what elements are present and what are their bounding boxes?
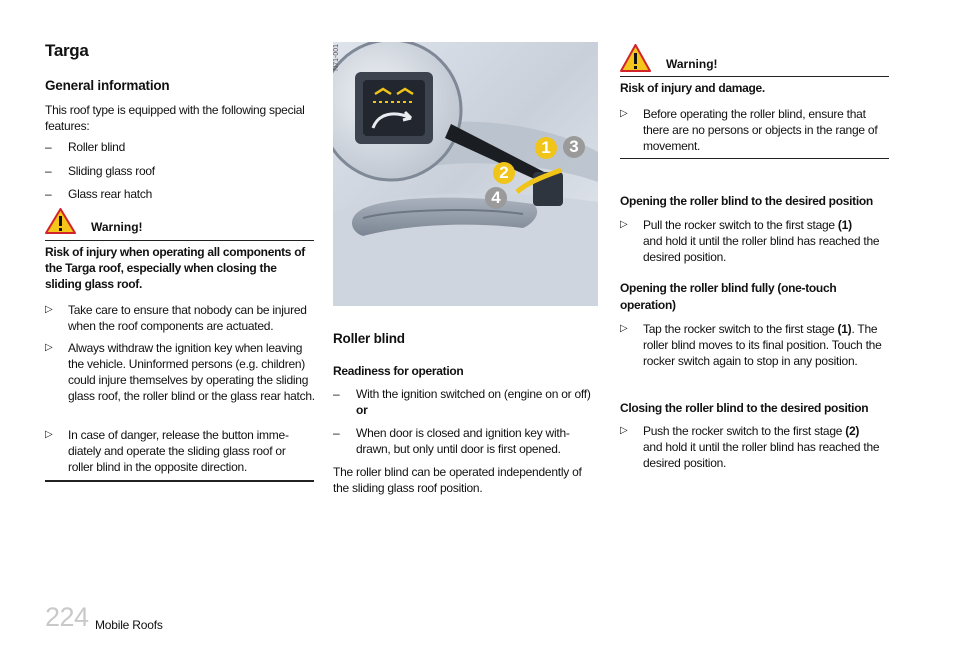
dash-bullet: – [333, 426, 340, 440]
warning-end-divider [45, 480, 314, 482]
warning-item-text: Before operating the roller blind, ensure that there are no persons or objects in the range of movement. [643, 107, 878, 153]
warning-heading: Risk of injury and damage. [620, 81, 765, 95]
roller-blind-note: The roller blind can be operated independently of the sliding glass roof position. [333, 465, 582, 495]
triangle-bullet-icon: ▷ [620, 425, 628, 436]
list-item [620, 321, 889, 369]
dash-bullet: – [333, 387, 340, 401]
step-text: Push the rocker switch to the first stage (2) and hold it until the roller blind has reached the desired position. [643, 424, 880, 470]
feature-label: Roller blind [68, 140, 126, 154]
step-text: Pull the rocker switch to the first stage (1) and hold it until the roller blind has reached the desired position. [643, 218, 880, 264]
step-text: Tap the rocker switch to the first stage (1). The roller blind moves to its final position. Touch the rocker switch again to stop in any position. [643, 322, 882, 368]
warning-item-text: In case of danger, release the button imme-diately and operate the sliding glass roof or roller blind in the opposite direction. [68, 428, 289, 474]
callout-3: 3 [563, 136, 585, 158]
section-heading-general-information: General information [45, 78, 170, 93]
triangle-bullet-icon: ▷ [45, 304, 53, 315]
feature-label: Sliding glass roof [68, 164, 155, 178]
warning-divider [45, 240, 314, 241]
subheading-readiness: Readiness for operation [333, 364, 464, 378]
warning-triangle-icon [45, 208, 76, 234]
warning-label: Warning! [91, 220, 143, 234]
warning-item-text: Always withdraw the ignition key when leaving the vehicle. Uninformed persons (e.g. children) could injure themselves by operating the sliding glass roof, the roller blind or the glass rear hatch. [68, 341, 315, 403]
list-item [620, 423, 889, 471]
subheading-open-desired: Opening the roller blind to the desired position [620, 194, 873, 208]
page-title: Targa [45, 41, 89, 60]
subheading-open-fully: Opening the roller blind fully (one-touch operation) [620, 281, 837, 312]
callout-4: 4 [485, 187, 507, 209]
dash-bullet: – [45, 140, 52, 154]
condition-text: With the ignition switched on (engine on or off) [356, 387, 591, 401]
warning-heading: Risk of injury when operating all components of the Targa roof, especially when closing the sliding glass roof. [45, 245, 305, 291]
roller-blind-switch-illustration [333, 42, 598, 306]
warning-divider [620, 76, 889, 77]
triangle-bullet-icon: ▷ [45, 429, 53, 440]
intro-paragraph: This roof type is equipped with the following special features: [45, 103, 305, 133]
warning-header [620, 44, 889, 74]
triangle-bullet-icon: ▷ [45, 342, 53, 353]
feature-label: Glass rear hatch [68, 187, 153, 201]
footer-section-title: Mobile Roofs [95, 618, 163, 632]
figure-code: N71-001 [333, 44, 340, 71]
list-item [45, 340, 315, 404]
warning-label: Warning! [666, 57, 718, 71]
list-item [620, 217, 889, 265]
warning-triangle-icon [620, 44, 651, 72]
triangle-bullet-icon: ▷ [620, 219, 628, 230]
page-number: 224 [45, 602, 89, 632]
warning-end-divider [620, 158, 889, 159]
subheading-close-desired: Closing the roller blind to the desired position [620, 401, 869, 415]
list-item [45, 302, 315, 334]
condition-text: When door is closed and ignition key with-drawn, but only until door is first opened. [356, 426, 570, 456]
dash-bullet: – [45, 187, 52, 201]
callout-1: 1 [535, 137, 557, 159]
condition-or: or [356, 403, 368, 417]
callout-2: 2 [493, 162, 515, 184]
list-item [45, 427, 310, 475]
triangle-bullet-icon: ▷ [620, 323, 628, 334]
section-heading-roller-blind: Roller blind [333, 331, 405, 346]
dash-bullet: – [45, 164, 52, 178]
warning-header [45, 208, 314, 238]
triangle-bullet-icon: ▷ [620, 108, 628, 119]
list-item [620, 106, 889, 154]
warning-item-text: Take care to ensure that nobody can be injured when the roof components are actuated. [68, 303, 307, 333]
